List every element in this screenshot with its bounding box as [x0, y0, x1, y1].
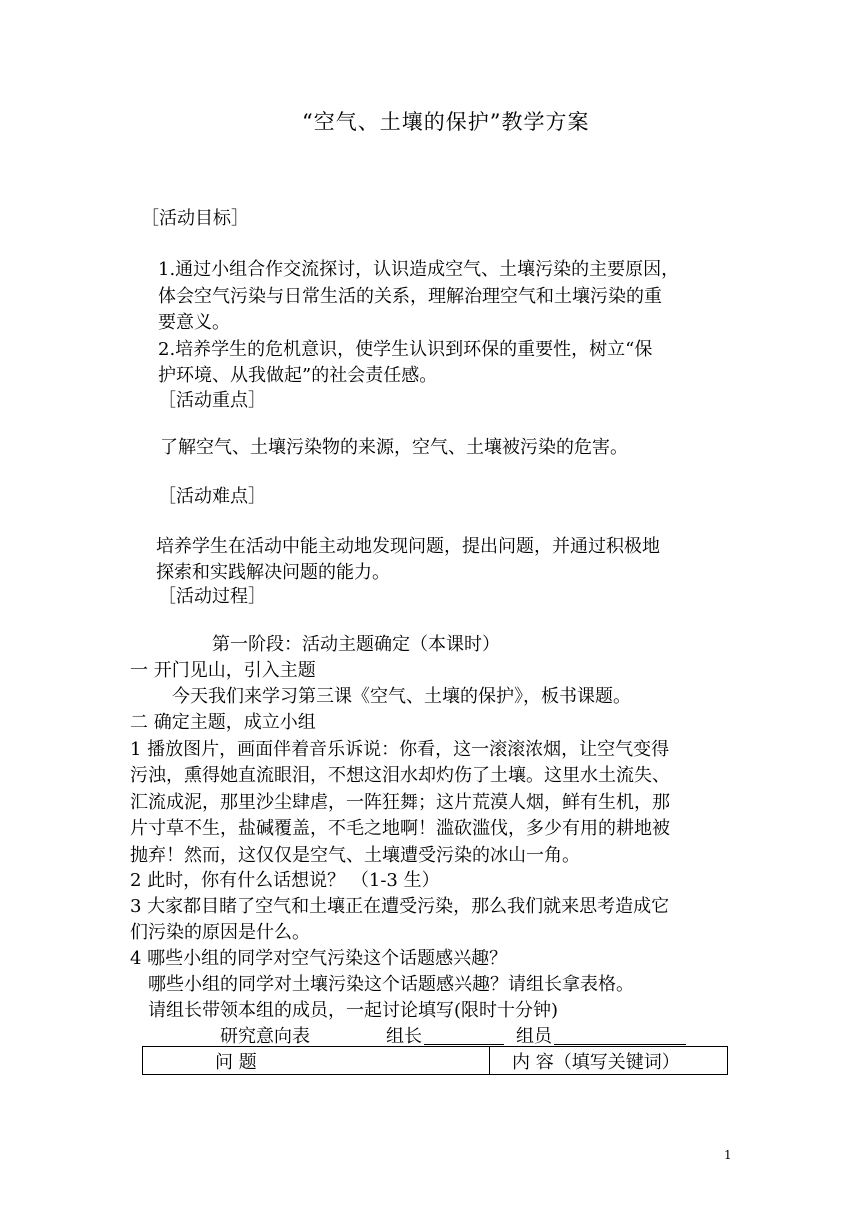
goal-1-line-2: 体会空气污染与日常生活的关系，理解治理空气和土壤污染的重 [158, 286, 662, 307]
item1-line-4: 片寸草不生，盐碱覆盖，不毛之地啊！滥砍滥伐，多少有用的耕地被 [130, 818, 670, 839]
form-title: 研究意向表 [220, 1026, 310, 1047]
form-member-label: 组员 [516, 1026, 552, 1047]
item3-line-1: 3 大家都目睹了空气和土壤正在遭受污染，那么我们就来思考造成它 [130, 896, 670, 917]
item4-line-3: 请组长带领本组的成员，一起讨论填写(限时十分钟) [148, 1000, 559, 1021]
item1-line-1: 1 播放图片，画面伴着音乐诉说：你看，这一滚滚浓烟，让空气变得 [130, 739, 670, 760]
key-heading: ［活动重点］ [158, 390, 266, 411]
process-heading: ［活动过程］ [158, 586, 266, 607]
item1-line-2: 污浊，熏得她直流眼泪，不想这泪水却灼伤了土壤。这里水土流失、 [130, 765, 670, 786]
goal-2-line-1: 2.培养学生的危机意识，使学生认识到环保的重要性，树立“保 [158, 339, 653, 360]
goal-1-line-3: 要意义。 [158, 312, 230, 333]
goal-2-line-2: 护环境、从我做起”的社会责任感。 [158, 365, 438, 386]
stage-heading: 第一阶段：活动主题确定（本课时） [212, 634, 500, 655]
page-number: 1 [724, 1148, 732, 1162]
item4-line-2: 哪些小组的同学对土壤污染这个话题感兴趣？请组长拿表格。 [148, 974, 634, 995]
item1-line-5: 抛弃！然而，这仅仅是空气、土壤遭受污染的冰山一角。 [130, 845, 580, 866]
goal-1-line-1: 1.通过小组合作交流探讨，认识造成空气、土壤污染的主要原因， [158, 259, 680, 280]
item3-line-2: 们污染的原因是什么。 [130, 922, 310, 943]
difficulty-line-1: 培养学生在活动中能主动地发现问题，提出问题，并通过积极地 [156, 536, 660, 557]
part2-heading: 二 确定主题，成立小组 [130, 712, 316, 733]
table-header-content: 内 容（填写关键词） [490, 1047, 728, 1075]
form-member-blank[interactable] [554, 1026, 686, 1045]
goal-heading: ［活动目标］ [141, 208, 249, 229]
difficulty-line-2: 探索和实践解决问题的能力。 [156, 562, 390, 583]
research-intent-table [142, 1046, 728, 1075]
page-title: “空气、土壤的保护”教学方案 [302, 110, 590, 134]
item1-line-3: 汇流成泥，那里沙尘肆虐，一阵狂舞；这片荒漠人烟，鲜有生机，那 [130, 792, 670, 813]
form-leader-blank[interactable] [424, 1026, 504, 1045]
part1-heading: 一 开门见山，引入主题 [130, 660, 316, 681]
table-header-question: 问 题 [143, 1047, 490, 1075]
key-text: 了解空气、土壤污染物的来源，空气、土壤被污染的危害。 [160, 437, 628, 458]
difficulty-heading: ［活动难点］ [158, 486, 266, 507]
part1-text: 今天我们来学习第三课《空气、土壤的保护》，板书课题。 [172, 686, 631, 707]
item4-line-1: 4 哪些小组的同学对空气污染这个话题感兴趣？ [130, 948, 508, 969]
form-leader-label: 组长 [386, 1026, 422, 1047]
table-header-row [143, 1047, 728, 1075]
item2: 2 此时，你有什么话想说？ （1-3 生） [130, 870, 440, 891]
